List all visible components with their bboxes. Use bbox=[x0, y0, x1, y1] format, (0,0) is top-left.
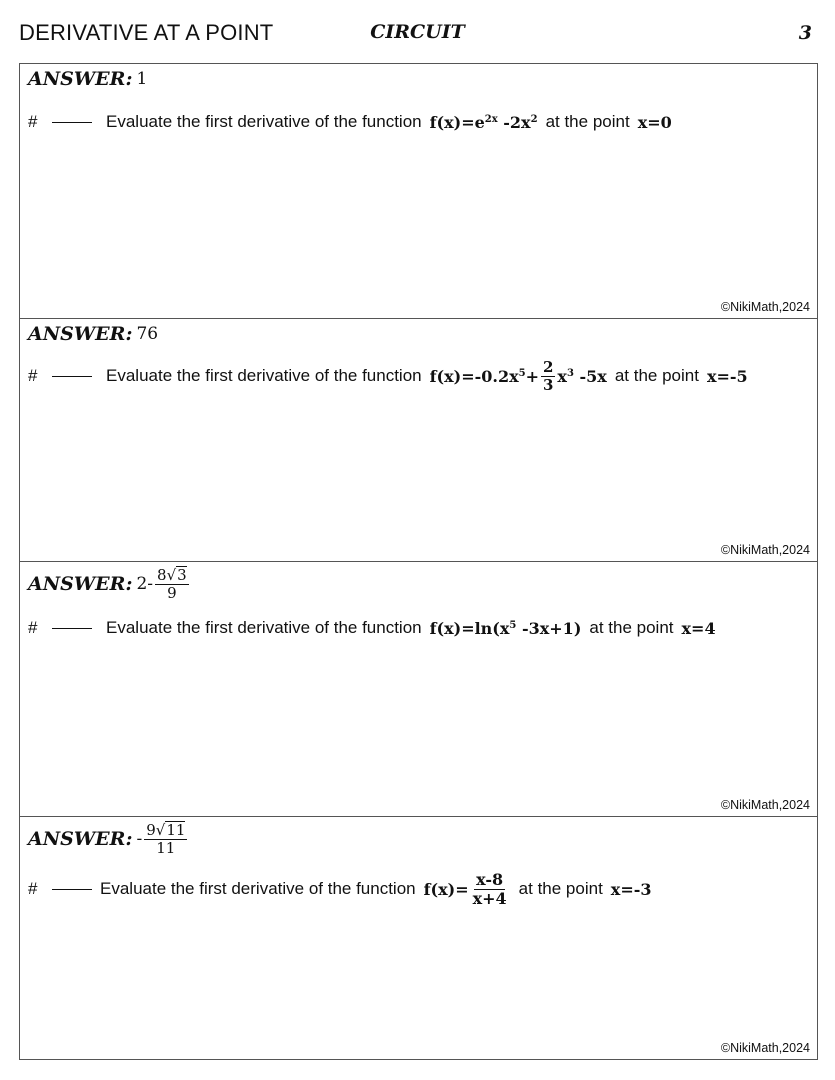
answer-row bbox=[28, 68, 147, 90]
function-fraction: $\frac{x-8}{x+4}$ bbox=[472, 870, 507, 908]
function-expression: f(x)= $\frac{x-8}{x+4}$ bbox=[423, 870, 507, 908]
answer-fraction: 8√ 3 9 bbox=[157, 566, 187, 602]
page-header bbox=[0, 0, 835, 64]
point-value: x=4 bbox=[681, 618, 716, 638]
answer-label: ANSWER: bbox=[28, 323, 133, 345]
copyright: ©NikiMath,2024 bbox=[720, 300, 810, 314]
answer-blank-line bbox=[52, 122, 92, 123]
hash-marker: # bbox=[28, 618, 38, 637]
answer-row bbox=[28, 821, 189, 856]
answer-label: ANSWER: bbox=[28, 68, 133, 90]
copyright: ©NikiMath,2024 bbox=[720, 798, 810, 812]
at-point-text: at the point bbox=[545, 112, 630, 131]
problem-card-3 bbox=[19, 561, 818, 817]
problem-card-1 bbox=[19, 63, 818, 319]
answer-blank-line bbox=[52, 376, 92, 377]
answer-value: - 9√ 11 11 bbox=[136, 821, 186, 857]
problem-card-2 bbox=[19, 318, 818, 562]
copyright: ©NikiMath,2024 bbox=[720, 1041, 810, 1055]
function-expression: f(x)=-0.2x $^5$ + $\frac{2}{3}$ x $^3$ -5x bbox=[429, 358, 607, 394]
function-expression: f(x)=ln(x $^5$ -3x+1) bbox=[429, 618, 582, 638]
question-text: Evaluate the first derivative of the function bbox=[106, 366, 422, 385]
answer-value: 1 bbox=[136, 69, 148, 89]
function-expression: f(x)=e $^{2x}$ -2x $^2$ bbox=[429, 112, 538, 132]
point-value: x=-3 bbox=[610, 879, 652, 899]
question-row bbox=[28, 359, 748, 393]
hash-marker: # bbox=[28, 112, 38, 131]
at-point-text: at the point bbox=[518, 879, 603, 899]
answer-label: ANSWER: bbox=[28, 572, 133, 595]
circuit-label: CIRCUIT bbox=[370, 21, 465, 43]
fraction: $\frac{2}{3}$ bbox=[542, 358, 554, 394]
answer-row bbox=[28, 566, 191, 601]
hash-marker: # bbox=[28, 879, 38, 899]
point-value: x=0 bbox=[637, 112, 672, 132]
page-number: 3 bbox=[798, 22, 812, 44]
question-text: Evaluate the first derivative of the function bbox=[106, 112, 422, 131]
point-value: x=-5 bbox=[706, 366, 748, 386]
copyright: ©NikiMath,2024 bbox=[720, 543, 810, 557]
answer-blank-line bbox=[52, 889, 92, 890]
answer-blank-line bbox=[52, 628, 92, 629]
question-text: Evaluate the first derivative of the function bbox=[100, 879, 416, 899]
at-point-text: at the point bbox=[614, 366, 699, 385]
answer-row bbox=[28, 323, 158, 345]
answer-fraction: 9√ 11 11 bbox=[146, 821, 186, 857]
question-row bbox=[28, 871, 652, 907]
answer-label: ANSWER: bbox=[28, 827, 133, 850]
answer-value: 2- 8√ 3 9 bbox=[136, 566, 187, 602]
at-point-text: at the point bbox=[589, 618, 674, 637]
question-row bbox=[28, 618, 716, 638]
question-text: Evaluate the first derivative of the function bbox=[106, 618, 422, 637]
worksheet-title: DERIVATIVE AT A POINT bbox=[19, 20, 274, 45]
hash-marker: # bbox=[28, 366, 38, 385]
problem-card-4 bbox=[19, 816, 818, 1060]
question-row bbox=[28, 112, 672, 132]
answer-value: 76 bbox=[136, 324, 159, 344]
